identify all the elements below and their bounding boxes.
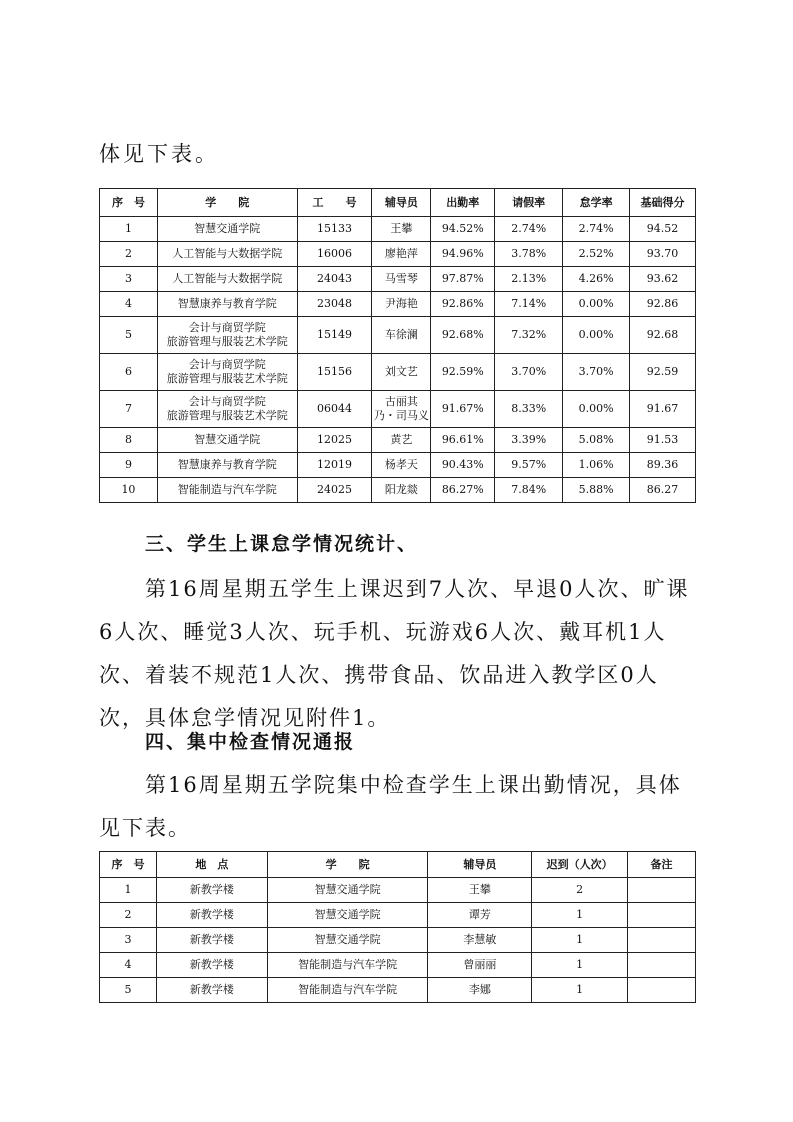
counselor-cell-line: 阳龙燚 <box>384 483 418 496</box>
staff-id-cell: 24025 <box>297 478 372 503</box>
base-score-cell: 94.52 <box>630 217 696 242</box>
staff-id-cell: 15133 <box>297 217 372 242</box>
table-row <box>100 453 696 478</box>
row-no: 7 <box>100 391 158 428</box>
place-cell: 新教学楼 <box>156 928 267 953</box>
table-row <box>100 478 696 503</box>
truancy-rate-cell: 3.70% <box>563 354 630 391</box>
leave-rate-cell: 7.32% <box>495 317 563 354</box>
college-cell-line: 智慧康养与教育学院 <box>177 297 277 310</box>
late-count-cell: 1 <box>532 978 628 1003</box>
staff-id-cell: 12025 <box>297 428 372 453</box>
table-row <box>100 292 696 317</box>
place-cell: 新教学楼 <box>156 903 267 928</box>
truancy-rate-cell: 2.74% <box>563 217 630 242</box>
counselor-cell <box>372 267 431 292</box>
table-row <box>100 391 696 428</box>
table2-header-note: 备注 <box>628 852 696 878</box>
staff-id-cell: 23048 <box>297 292 372 317</box>
attendance-rate-cell: 90.43% <box>431 453 495 478</box>
college-cell <box>157 453 297 478</box>
college-cell <box>157 242 297 267</box>
base-score-cell: 92.68 <box>630 317 696 354</box>
table-row <box>100 903 696 928</box>
row-no: 2 <box>100 242 158 267</box>
attendance-rate-cell: 92.59% <box>431 354 495 391</box>
truancy-rate-cell: 5.08% <box>563 428 630 453</box>
section4-heading: 四、集中检查情况通报 <box>145 731 356 753</box>
college-cell-line: 会计与商贸学院 <box>188 321 266 334</box>
table1-header-truancy: 怠学率 <box>563 189 630 217</box>
leave-rate-cell: 7.14% <box>495 292 563 317</box>
intro-text: 体见下表。 <box>99 142 219 166</box>
counselor-cell <box>372 428 431 453</box>
leave-rate-cell: 2.74% <box>495 217 563 242</box>
college-cell-line: 人工智能与大数据学院 <box>172 272 283 285</box>
counselor-cell: 李慧敏 <box>428 928 532 953</box>
college-cell: 智慧交通学院 <box>267 903 428 928</box>
college-cell <box>157 292 297 317</box>
table-row <box>100 267 696 292</box>
attendance-rate-cell: 96.61% <box>431 428 495 453</box>
college-cell-line: 旅游管理与服装艺术学院 <box>166 372 288 385</box>
truancy-rate-cell: 1.06% <box>563 453 630 478</box>
attendance-rate-cell: 94.96% <box>431 242 495 267</box>
counselor-cell-line: 车徐澜 <box>384 328 418 341</box>
college-cell <box>157 354 297 391</box>
table-row <box>100 978 696 1003</box>
section3-heading: 三、学生上课怠学情况统计、 <box>145 533 419 555</box>
counselor-cell: 王攀 <box>428 878 532 903</box>
truancy-rate-cell: 0.00% <box>563 317 630 354</box>
base-score-cell: 92.86 <box>630 292 696 317</box>
attendance-ranking-table <box>99 188 696 503</box>
counselor-cell: 曾丽丽 <box>428 953 532 978</box>
late-count-cell: 1 <box>532 928 628 953</box>
attendance-rate-cell: 91.67% <box>431 391 495 428</box>
truancy-rate-cell: 4.26% <box>563 267 630 292</box>
base-score-cell: 86.27 <box>630 478 696 503</box>
row-no: 3 <box>100 928 157 953</box>
attendance-rate-cell: 94.52% <box>431 217 495 242</box>
table-row <box>100 953 696 978</box>
counselor-cell <box>372 292 431 317</box>
table-row <box>100 242 696 267</box>
staff-id-cell: 24043 <box>297 267 372 292</box>
note-cell <box>628 928 696 953</box>
section4-body: 第16周星期五学院集中检查学生上课出勤情况，具体见下表。 <box>99 773 682 840</box>
table-row <box>100 878 696 903</box>
base-score-cell: 91.67 <box>630 391 696 428</box>
row-no: 9 <box>100 453 158 478</box>
attendance-rate-cell: 97.87% <box>431 267 495 292</box>
leave-rate-cell: 3.39% <box>495 428 563 453</box>
college-cell <box>157 267 297 292</box>
table-row <box>100 317 696 354</box>
leave-rate-cell: 3.70% <box>495 354 563 391</box>
table-row <box>100 928 696 953</box>
row-no: 8 <box>100 428 158 453</box>
attendance-rate-cell: 92.68% <box>431 317 495 354</box>
counselor-cell-line: 马雪琴 <box>384 272 418 285</box>
leave-rate-cell: 8.33% <box>495 391 563 428</box>
counselor-cell <box>372 453 431 478</box>
table2-header-place: 地 点 <box>156 852 267 878</box>
counselor-cell-line: 王攀 <box>390 222 413 235</box>
row-no: 4 <box>100 292 158 317</box>
base-score-cell: 91.53 <box>630 428 696 453</box>
late-count-cell: 1 <box>532 953 628 978</box>
college-cell-line: 旅游管理与服装艺术学院 <box>166 409 288 422</box>
counselor-cell-line: 刘文艺 <box>384 365 418 378</box>
table1-header-id: 工 号 <box>297 189 372 217</box>
college-cell-line: 智慧康养与教育学院 <box>177 458 277 471</box>
counselor-cell <box>372 478 431 503</box>
college-cell <box>157 478 297 503</box>
table1-header-college: 学 院 <box>157 189 297 217</box>
note-cell <box>628 903 696 928</box>
row-no: 5 <box>100 978 157 1003</box>
college-cell-line: 智慧交通学院 <box>194 433 261 446</box>
table-row <box>100 354 696 391</box>
staff-id-cell: 12019 <box>297 453 372 478</box>
counselor-cell <box>372 217 431 242</box>
truancy-rate-cell: 0.00% <box>563 292 630 317</box>
counselor-cell-line: 乃・司马义 <box>373 409 429 422</box>
college-cell: 智能制造与汽车学院 <box>267 953 428 978</box>
place-cell: 新教学楼 <box>156 878 267 903</box>
table2-header-row <box>100 852 696 878</box>
table1-header-score: 基础得分 <box>630 189 696 217</box>
table1-header-counselor: 辅导员 <box>372 189 431 217</box>
table-row <box>100 428 696 453</box>
table1-header-no: 序 号 <box>100 189 158 217</box>
row-no: 1 <box>100 217 158 242</box>
college-cell: 智能制造与汽车学院 <box>267 978 428 1003</box>
row-no: 3 <box>100 267 158 292</box>
counselor-cell <box>372 317 431 354</box>
college-cell-line: 旅游管理与服装艺术学院 <box>166 335 288 348</box>
base-score-cell: 93.62 <box>630 267 696 292</box>
row-no: 5 <box>100 317 158 354</box>
late-count-cell: 1 <box>532 903 628 928</box>
table-row <box>100 217 696 242</box>
leave-rate-cell: 9.57% <box>495 453 563 478</box>
leave-rate-cell: 7.84% <box>495 478 563 503</box>
truancy-rate-cell: 5.88% <box>563 478 630 503</box>
base-score-cell: 93.70 <box>630 242 696 267</box>
counselor-cell-line: 古丽其 <box>384 395 418 408</box>
counselor-cell <box>372 242 431 267</box>
staff-id-cell: 15156 <box>297 354 372 391</box>
table2-header-counselor: 辅导员 <box>428 852 532 878</box>
staff-id-cell: 15149 <box>297 317 372 354</box>
place-cell: 新教学楼 <box>156 978 267 1003</box>
row-no: 10 <box>100 478 158 503</box>
counselor-cell-line: 杨孝天 <box>384 458 418 471</box>
table2-header-no: 序 号 <box>100 852 157 878</box>
table2-header-late: 迟到（人次） <box>532 852 628 878</box>
note-cell <box>628 878 696 903</box>
truancy-rate-cell: 2.52% <box>563 242 630 267</box>
attendance-rate-cell: 92.86% <box>431 292 495 317</box>
college-cell <box>157 391 297 428</box>
staff-id-cell: 06044 <box>297 391 372 428</box>
note-cell <box>628 978 696 1003</box>
counselor-cell: 谭芳 <box>428 903 532 928</box>
note-cell <box>628 953 696 978</box>
attendance-rate-cell: 86.27% <box>431 478 495 503</box>
counselor-cell <box>372 354 431 391</box>
college-cell <box>157 217 297 242</box>
row-no: 2 <box>100 903 157 928</box>
college-cell-line: 智能制造与汽车学院 <box>177 483 277 496</box>
college-cell <box>157 428 297 453</box>
college-cell-line: 人工智能与大数据学院 <box>172 247 283 260</box>
college-cell-line: 智慧交通学院 <box>194 222 261 235</box>
counselor-cell-line: 黄艺 <box>390 433 413 446</box>
inspection-table <box>99 851 696 1003</box>
counselor-cell-line: 尹海艳 <box>384 297 418 310</box>
college-cell-line: 会计与商贸学院 <box>188 395 266 408</box>
base-score-cell: 89.36 <box>630 453 696 478</box>
table1-header-leave: 请假率 <box>495 189 563 217</box>
leave-rate-cell: 3.78% <box>495 242 563 267</box>
base-score-cell: 92.59 <box>630 354 696 391</box>
college-cell: 智慧交通学院 <box>267 928 428 953</box>
row-no: 6 <box>100 354 158 391</box>
counselor-cell <box>372 391 431 428</box>
counselor-cell-line: 廖艳萍 <box>384 247 418 260</box>
late-count-cell: 2 <box>532 878 628 903</box>
college-cell-line: 会计与商贸学院 <box>188 358 266 371</box>
section3-body: 第16周星期五学生上课迟到7人次、早退0人次、旷课6人次、睡觉3人次、玩手机、玩游戏6人次、戴耳机1人次、着装不规范1人次、携带食品、饮品进入教学区0人次，具体怠学情况见附件1。 <box>99 577 690 730</box>
college-cell: 智慧交通学院 <box>267 878 428 903</box>
counselor-cell: 李娜 <box>428 978 532 1003</box>
table2-header-college: 学 院 <box>267 852 428 878</box>
row-no: 1 <box>100 878 157 903</box>
college-cell <box>157 317 297 354</box>
row-no: 4 <box>100 953 157 978</box>
table1-header-attendance: 出勤率 <box>431 189 495 217</box>
truancy-rate-cell: 0.00% <box>563 391 630 428</box>
place-cell: 新教学楼 <box>156 953 267 978</box>
table1-header-row <box>100 189 696 217</box>
leave-rate-cell: 2.13% <box>495 267 563 292</box>
staff-id-cell: 16006 <box>297 242 372 267</box>
